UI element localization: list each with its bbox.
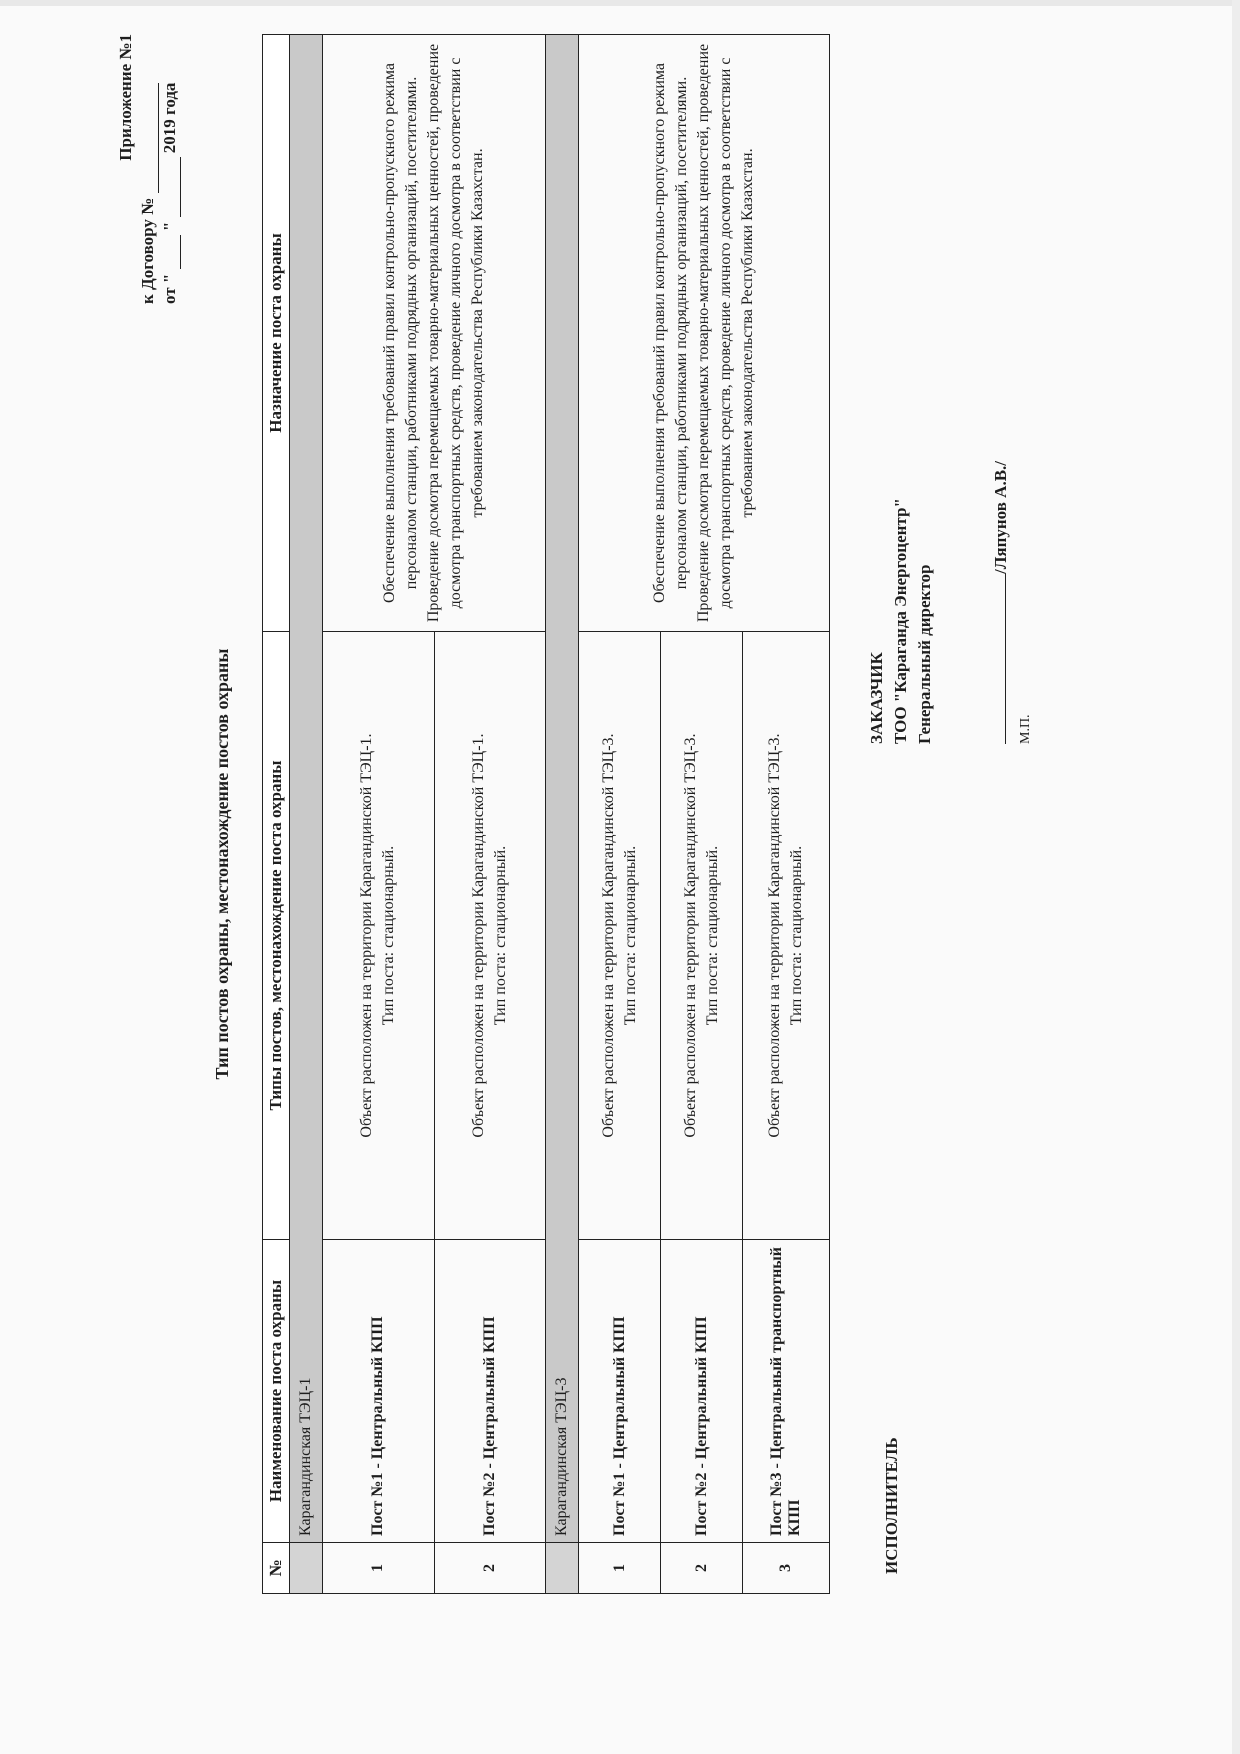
post-purpose: Обеспечение выполнения требований правил контрольно-пропускного режима персоналом станции, работниками подрядных организаций, посетителями. Проведение досмотра перемещаемых товарно-материальных ценностей, проведение досмотра транспортных средств, проведение личного досмотра в соответствии с требованием законодательства Республики Казахстан. [579, 35, 830, 632]
post-type: Тип поста: стационарный. [703, 845, 721, 1026]
customer-signature-name: /Ляпунов А.В./ [991, 460, 1010, 574]
appendix-block [115, 34, 181, 304]
post-type: Тип поста: стационарный. [491, 845, 509, 1026]
appendix-title: Приложение №1 [116, 34, 135, 161]
group-name: Карагандинская ТЭЦ-3 [546, 35, 579, 1543]
customer-position: Генеральный директор [915, 564, 934, 744]
executor-block [880, 1437, 904, 1574]
table-row [323, 35, 435, 1594]
post-location: Объект расположен на территории Карагандинской ТЭЦ-3. [766, 733, 784, 1138]
row-number: 1 [323, 1543, 435, 1594]
post-type: Тип поста: стационарный. [621, 845, 639, 1026]
group-number-cell [546, 1543, 579, 1594]
table-header-row [263, 35, 290, 1594]
contract-line [137, 34, 159, 304]
post-name: Пост №1 - Центральный КПП [579, 1240, 661, 1543]
post-location: Объект расположен на территории Карагандинской ТЭЦ-1. [358, 733, 376, 1138]
group-name: Карагандинская ТЭЦ-1 [290, 35, 323, 1543]
row-number: 2 [434, 1543, 546, 1594]
customer-signature-line [989, 461, 1013, 744]
group-number-cell [290, 1543, 323, 1594]
page-title: Тип постов охраны, местонахождение постов охраны [212, 648, 232, 1080]
signature-blank [1005, 574, 1006, 744]
post-name: Пост №3 - Центральный транспортный КПП [743, 1240, 830, 1543]
post-location: Объект расположен на территории Карагандинской ТЭЦ-1. [469, 733, 487, 1138]
post-name: Пост №2 - Центральный КПП [661, 1240, 743, 1543]
post-location-cell [579, 632, 661, 1240]
customer-label: ЗАКАЗЧИК [867, 652, 886, 744]
post-name: Пост №1 - Центральный КПП [323, 1240, 435, 1543]
date-from-label: от " [160, 273, 179, 304]
header-post-type: Типы постов, местонахождение поста охраны [263, 632, 290, 1240]
post-location-cell [661, 632, 743, 1240]
date-month-blank [162, 157, 181, 217]
stamp-label: М.П. [1018, 714, 1033, 744]
group-row-tec3 [546, 35, 579, 1594]
header-post-purpose: Назначение поста охраны [263, 35, 290, 632]
executor-label: ИСПОЛНИТЕЛЬ [882, 1437, 901, 1574]
date-year: 2019 года [160, 82, 179, 154]
row-number: 1 [579, 1543, 661, 1594]
post-type: Тип поста: стационарный. [788, 845, 806, 1026]
date-quote: " [160, 221, 179, 232]
contract-label: к Договору № [138, 197, 157, 304]
posts-table [262, 34, 830, 1594]
post-name: Пост №2 - Центральный КПП [434, 1240, 546, 1543]
customer-block [865, 461, 1013, 744]
header-number: № [263, 1543, 290, 1594]
row-number: 3 [743, 1543, 830, 1594]
date-day-blank [162, 235, 181, 269]
post-location-cell [743, 632, 830, 1240]
table-row [579, 35, 661, 1594]
date-line [159, 34, 181, 304]
row-number: 2 [661, 1543, 743, 1594]
post-location: Объект расположен на территории Карагандинской ТЭЦ-3. [599, 733, 617, 1138]
group-row-tec1 [290, 35, 323, 1594]
post-location-cell [323, 632, 435, 1240]
header-post-name: Наименование поста охраны [263, 1240, 290, 1543]
customer-company: ТОО "Караганда Энергоцентр" [891, 498, 910, 744]
post-purpose: Обеспечение выполнения требований правил контрольно-пропускного режима персоналом станции, работниками подрядных организаций, посетителями. Проведение досмотра перемещаемых товарно-материальных ценностей, проведение досмотра транспортных средств, проведение личного досмотра в соответствии с требованием законодательства Республики Казахстан. [323, 35, 546, 632]
post-location: Объект расположен на территории Карагандинской ТЭЦ-3. [681, 733, 699, 1138]
post-type: Тип поста: стационарный. [380, 845, 398, 1026]
post-location-cell [434, 632, 546, 1240]
contract-number-blank [140, 84, 159, 194]
